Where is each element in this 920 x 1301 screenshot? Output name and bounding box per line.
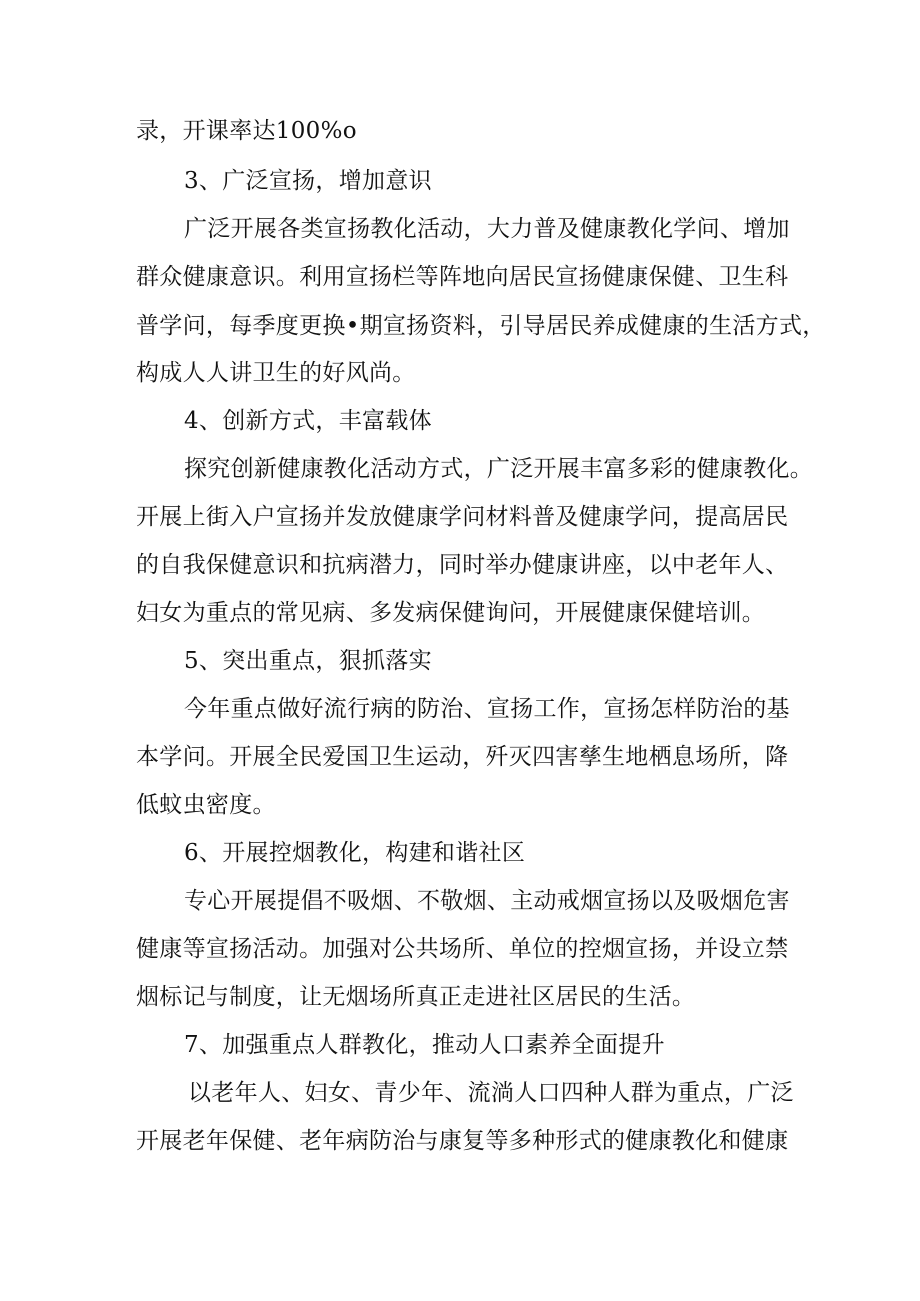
paragraph-line: 烟标记与制度，让无烟场所真正走进社区居民的生活。: [136, 984, 696, 1010]
paragraph-line: 开展老年保健、老年病防治与康复等多种形式的健康教化和健康: [136, 1128, 789, 1154]
section-heading-5: 5、突出重点，狠抓落实: [184, 648, 432, 674]
paragraph-line: 今年重点做好流行病的防治、宣扬工作，宣扬怎样防治的基: [184, 696, 790, 722]
paragraph-line: 的自我保健意识和抗病潜力，同时举办健康讲座，以中老年人、: [136, 552, 789, 578]
section-heading-4: 4、创新方式，丰富载体: [184, 408, 432, 434]
paragraph-continuation-line: 录，开课率达100%o: [136, 118, 357, 144]
paragraph-line: 普学问，每季度更换•期宣扬资料，引导居民养成健康的生活方式，: [136, 313, 826, 339]
paragraph-line: 探究创新健康教化活动方式，广泛开展丰富多彩的健康教化。: [184, 456, 814, 482]
paragraph-line: 妇女为重点的常见病、多发病保健询问，开展健康保健培训。: [136, 600, 766, 626]
paragraph-line: 健康等宣扬活动。加强对公共场所、单位的控烟宣扬，并设立禁: [136, 936, 789, 962]
paragraph-line: 构成人人讲卫生的好风尚。: [136, 360, 416, 386]
section-heading-6: 6、开展控烟教化，构建和谐社区: [184, 840, 526, 866]
paragraph-line: 开展上街入户宣扬并发放健康学问材料普及健康学问，提高居民: [136, 504, 789, 530]
section-heading-3: 3、广泛宣扬，增加意识: [184, 168, 432, 194]
paragraph-line: 广泛开展各类宣扬教化活动，大力普及健康教化学问、增加: [184, 216, 790, 242]
paragraph-line: 群众健康意识。利用宣扬栏等阵地向居民宣扬健康保健、卫生科: [136, 264, 789, 290]
paragraph-line: 本学问。开展全民爱国卫生运动，歼灭四害孳生地栖息场所，降: [136, 744, 789, 770]
paragraph-line: 以老年人、妇女、青少年、流淌人口四种人群为重点，广泛: [188, 1080, 794, 1106]
section-heading-7: 7、加强重点人群教化，推动人口素养全面提升: [184, 1032, 665, 1058]
paragraph-line: 低蚊虫密度。: [136, 792, 276, 818]
paragraph-line: 专心开展提倡不吸烟、不敬烟、主动戒烟宣扬以及吸烟危害: [184, 888, 790, 914]
